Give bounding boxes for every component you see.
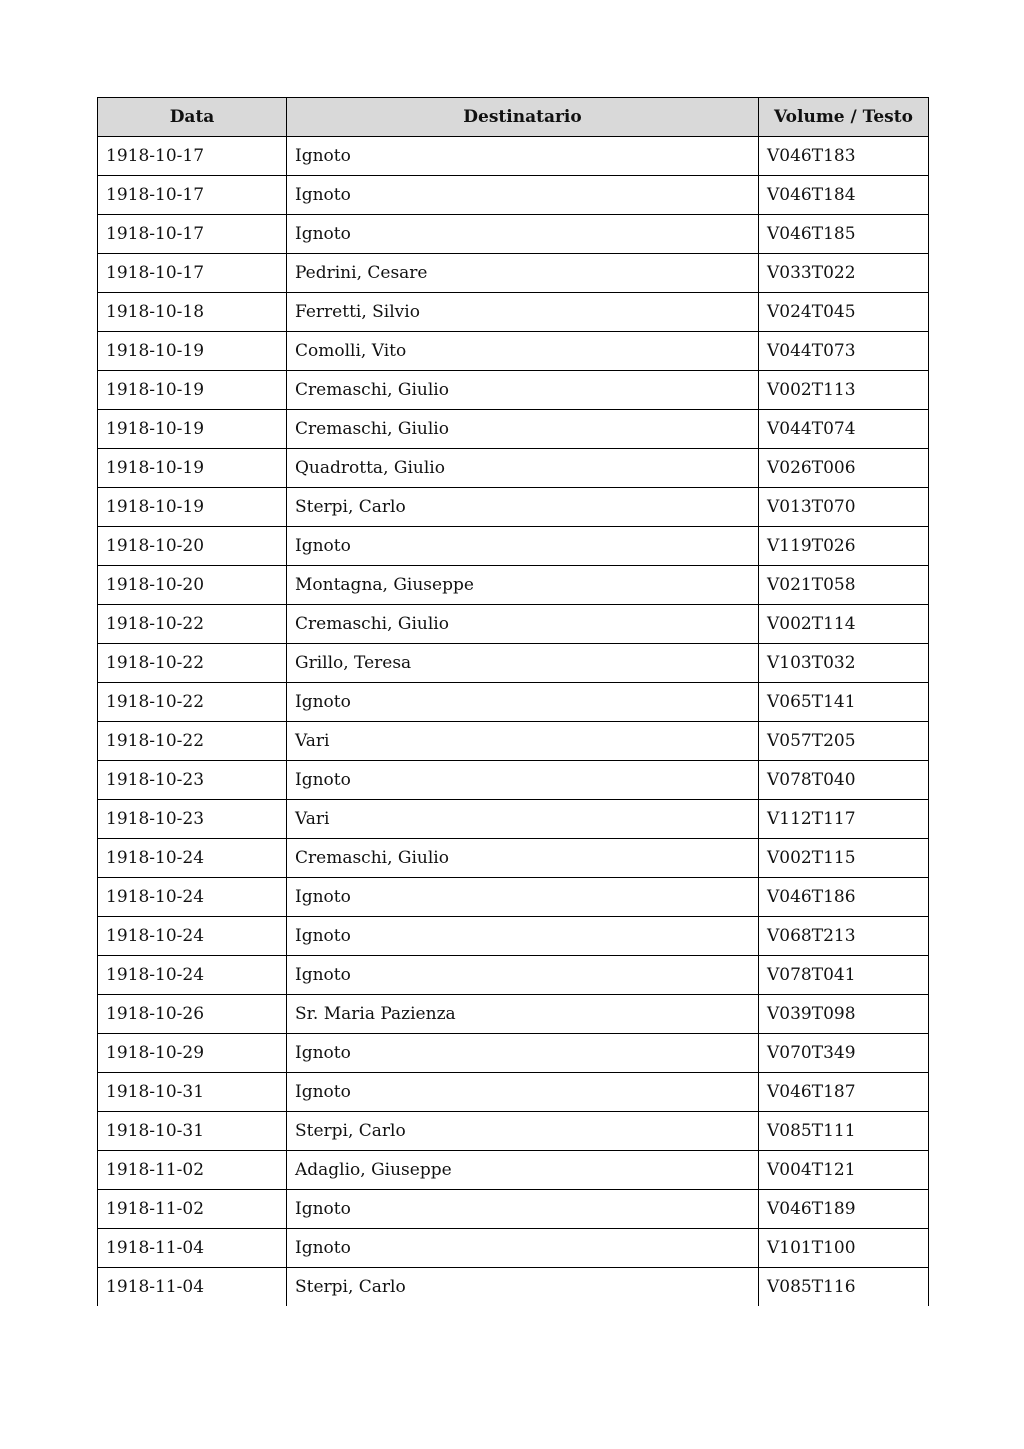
table-row	[98, 488, 929, 527]
cell-volume-text: V004T121	[759, 1151, 929, 1190]
cell-volume-text: V057T205	[759, 722, 929, 761]
table-row	[98, 839, 929, 878]
cell-volume-text: V101T100	[759, 1229, 929, 1268]
table-row	[98, 956, 929, 995]
table-row	[98, 722, 929, 761]
cell-recipient: Ignoto	[287, 917, 759, 956]
cell-volume-text: V112T117	[759, 800, 929, 839]
cell-date: 1918-10-29	[98, 1034, 287, 1073]
cell-date: 1918-10-26	[98, 995, 287, 1034]
table-row	[98, 683, 929, 722]
cell-date: 1918-10-19	[98, 332, 287, 371]
cell-date: 1918-10-22	[98, 683, 287, 722]
cell-date: 1918-10-24	[98, 839, 287, 878]
table-row	[98, 878, 929, 917]
header-recipient: Destinatario	[287, 98, 759, 137]
cell-volume-text: V033T022	[759, 254, 929, 293]
cell-recipient: Montagna, Giuseppe	[287, 566, 759, 605]
header-date: Data	[98, 98, 287, 137]
cell-date: 1918-10-17	[98, 254, 287, 293]
cell-volume-text: V002T115	[759, 839, 929, 878]
cell-date: 1918-10-22	[98, 605, 287, 644]
table-header-row	[98, 98, 929, 137]
cell-volume-text: V046T184	[759, 176, 929, 215]
cell-date: 1918-10-24	[98, 956, 287, 995]
table-row	[98, 800, 929, 839]
cell-recipient: Adaglio, Giuseppe	[287, 1151, 759, 1190]
cell-volume-text: V046T187	[759, 1073, 929, 1112]
cell-recipient: Vari	[287, 722, 759, 761]
cell-date: 1918-10-20	[98, 566, 287, 605]
cell-recipient: Ignoto	[287, 956, 759, 995]
cell-volume-text: V070T349	[759, 1034, 929, 1073]
table-row	[98, 527, 929, 566]
cell-recipient: Sr. Maria Pazienza	[287, 995, 759, 1034]
cell-volume-text: V103T032	[759, 644, 929, 683]
table-row	[98, 1190, 929, 1229]
table-row	[98, 995, 929, 1034]
cell-volume-text: V021T058	[759, 566, 929, 605]
cell-recipient: Sterpi, Carlo	[287, 488, 759, 527]
cell-recipient: Sterpi, Carlo	[287, 1268, 759, 1307]
cell-recipient: Ignoto	[287, 1190, 759, 1229]
cell-date: 1918-11-04	[98, 1268, 287, 1307]
table-row	[98, 137, 929, 176]
cell-recipient: Ignoto	[287, 683, 759, 722]
cell-date: 1918-10-22	[98, 644, 287, 683]
table-row	[98, 1229, 929, 1268]
cell-recipient: Grillo, Teresa	[287, 644, 759, 683]
table-row	[98, 1073, 929, 1112]
cell-recipient: Cremaschi, Giulio	[287, 605, 759, 644]
cell-date: 1918-10-31	[98, 1112, 287, 1151]
cell-recipient: Ignoto	[287, 761, 759, 800]
cell-date: 1918-10-31	[98, 1073, 287, 1112]
cell-recipient: Ignoto	[287, 215, 759, 254]
cell-volume-text: V044T073	[759, 332, 929, 371]
cell-volume-text: V002T114	[759, 605, 929, 644]
cell-volume-text: V044T074	[759, 410, 929, 449]
cell-date: 1918-11-02	[98, 1190, 287, 1229]
cell-volume-text: V024T045	[759, 293, 929, 332]
cell-date: 1918-10-23	[98, 800, 287, 839]
cell-date: 1918-10-23	[98, 761, 287, 800]
cell-volume-text: V085T116	[759, 1268, 929, 1307]
cell-volume-text: V026T006	[759, 449, 929, 488]
cell-date: 1918-10-19	[98, 449, 287, 488]
cell-date: 1918-10-19	[98, 410, 287, 449]
table-body	[98, 137, 929, 1307]
cell-volume-text: V046T185	[759, 215, 929, 254]
cell-recipient: Ignoto	[287, 176, 759, 215]
cell-recipient: Cremaschi, Giulio	[287, 371, 759, 410]
cell-date: 1918-10-20	[98, 527, 287, 566]
table-row	[98, 1268, 929, 1307]
cell-date: 1918-10-19	[98, 488, 287, 527]
cell-volume-text: V078T041	[759, 956, 929, 995]
table-row	[98, 176, 929, 215]
table-row	[98, 293, 929, 332]
cell-recipient: Vari	[287, 800, 759, 839]
cell-volume-text: V078T040	[759, 761, 929, 800]
cell-date: 1918-10-24	[98, 878, 287, 917]
cell-recipient: Ignoto	[287, 137, 759, 176]
table-row	[98, 371, 929, 410]
table-row	[98, 410, 929, 449]
cell-date: 1918-10-17	[98, 137, 287, 176]
cell-volume-text: V046T183	[759, 137, 929, 176]
cell-date: 1918-11-04	[98, 1229, 287, 1268]
table-row	[98, 215, 929, 254]
cell-volume-text: V065T141	[759, 683, 929, 722]
cell-recipient: Pedrini, Cesare	[287, 254, 759, 293]
table-row	[98, 449, 929, 488]
cell-volume-text: V013T070	[759, 488, 929, 527]
cell-volume-text: V046T189	[759, 1190, 929, 1229]
cell-volume-text: V085T111	[759, 1112, 929, 1151]
cell-recipient: Quadrotta, Giulio	[287, 449, 759, 488]
cell-recipient: Ferretti, Silvio	[287, 293, 759, 332]
table-row	[98, 1112, 929, 1151]
cell-recipient: Ignoto	[287, 527, 759, 566]
cell-recipient: Ignoto	[287, 1073, 759, 1112]
table-row	[98, 566, 929, 605]
table-row	[98, 254, 929, 293]
cell-recipient: Cremaschi, Giulio	[287, 410, 759, 449]
cell-volume-text: V068T213	[759, 917, 929, 956]
cell-date: 1918-10-17	[98, 176, 287, 215]
table-row	[98, 1151, 929, 1190]
header-volume-text: Volume / Testo	[759, 98, 929, 137]
cell-volume-text: V002T113	[759, 371, 929, 410]
table-row	[98, 644, 929, 683]
table-row	[98, 332, 929, 371]
cell-date: 1918-10-19	[98, 371, 287, 410]
table-row	[98, 1034, 929, 1073]
table-row	[98, 605, 929, 644]
cell-recipient: Sterpi, Carlo	[287, 1112, 759, 1151]
cell-recipient: Comolli, Vito	[287, 332, 759, 371]
letters-table	[97, 97, 929, 1306]
cell-date: 1918-10-17	[98, 215, 287, 254]
cell-recipient: Ignoto	[287, 878, 759, 917]
cell-date: 1918-10-24	[98, 917, 287, 956]
cell-recipient: Ignoto	[287, 1229, 759, 1268]
cell-date: 1918-11-02	[98, 1151, 287, 1190]
cell-date: 1918-10-18	[98, 293, 287, 332]
cell-volume-text: V119T026	[759, 527, 929, 566]
table-row	[98, 917, 929, 956]
cell-volume-text: V039T098	[759, 995, 929, 1034]
cell-recipient: Ignoto	[287, 1034, 759, 1073]
cell-recipient: Cremaschi, Giulio	[287, 839, 759, 878]
cell-date: 1918-10-22	[98, 722, 287, 761]
table-row	[98, 761, 929, 800]
cell-volume-text: V046T186	[759, 878, 929, 917]
